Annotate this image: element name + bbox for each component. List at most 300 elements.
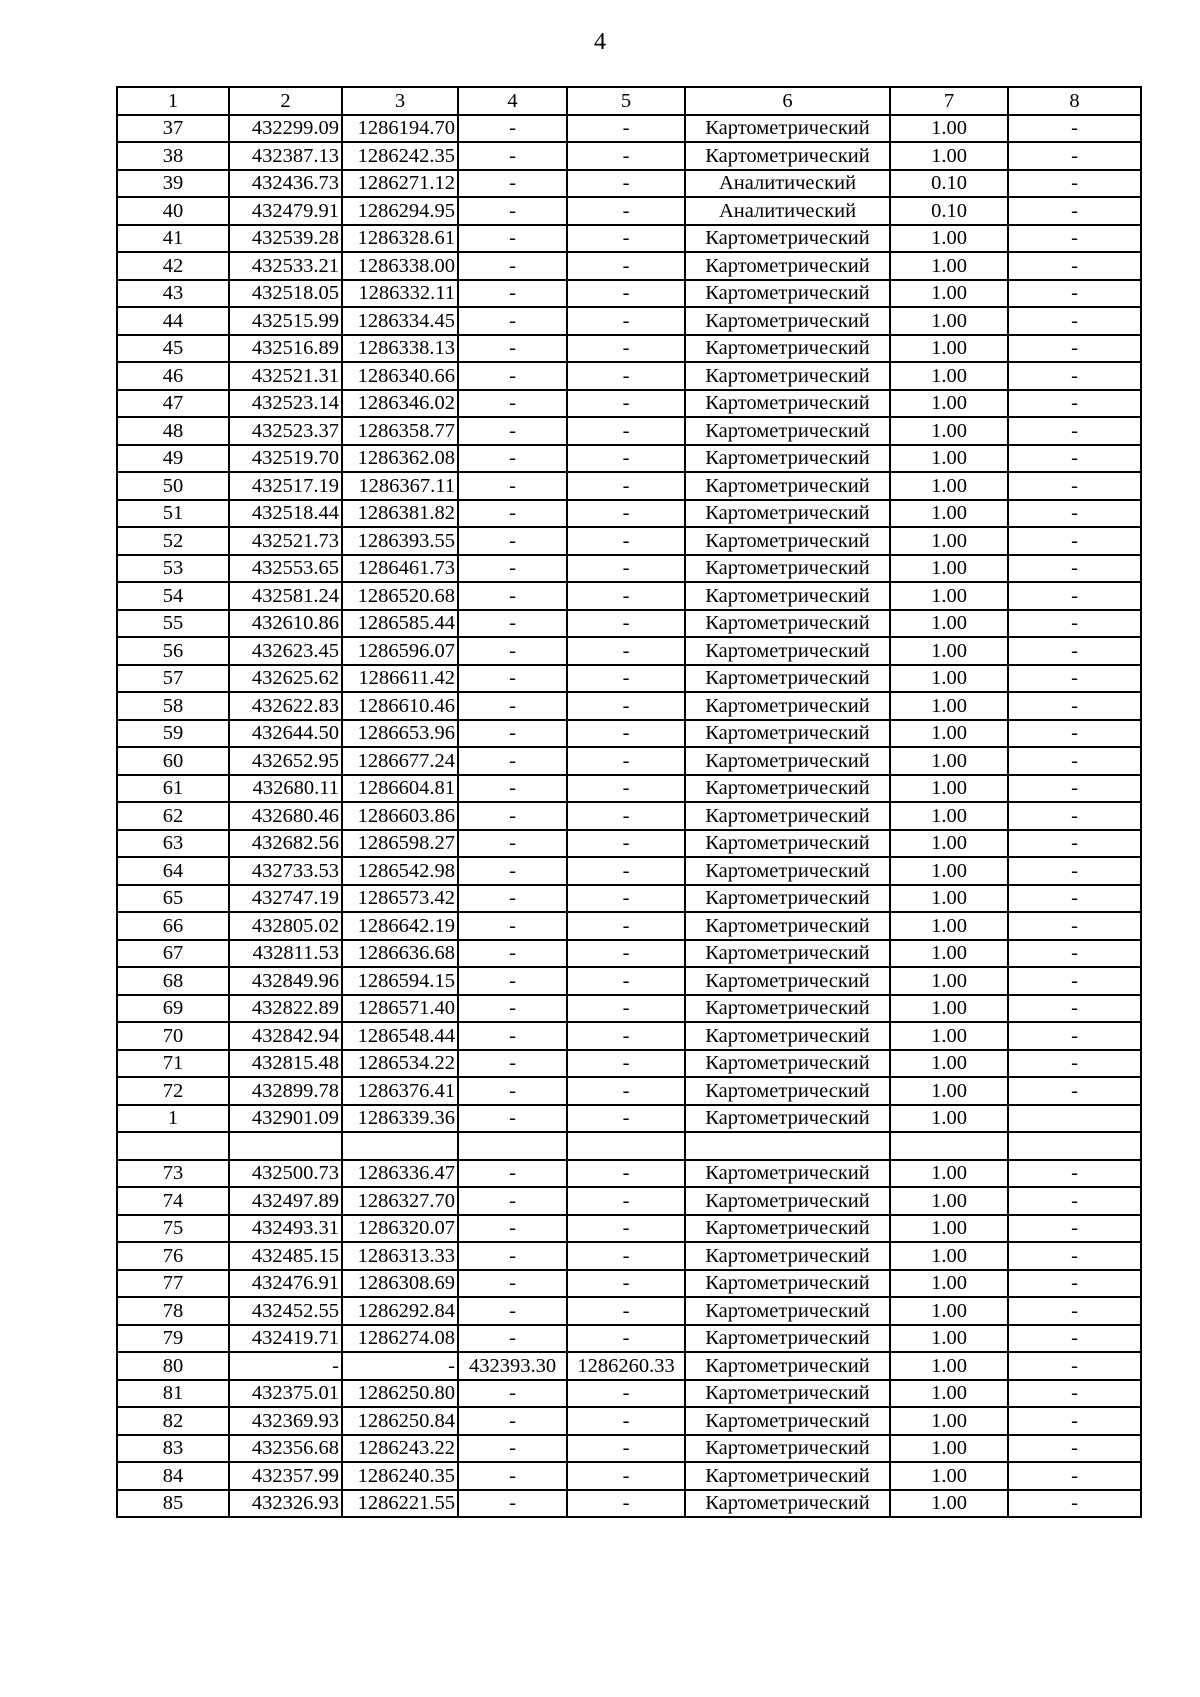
cell-coord-y: 1286250.84 xyxy=(342,1407,458,1435)
cell-note: - xyxy=(1008,637,1141,665)
cell-coord-x: 432493.31 xyxy=(229,1215,342,1243)
cell-coord-y: 1286358.77 xyxy=(342,417,458,445)
cell-coord-x-alt: - xyxy=(458,1490,567,1518)
table-header-row xyxy=(117,87,1141,115)
table-row xyxy=(117,1105,1141,1133)
cell-note xyxy=(1008,1105,1141,1133)
cell-method: Картометрический xyxy=(685,500,890,528)
cell-note: - xyxy=(1008,500,1141,528)
cell-point-number: 83 xyxy=(117,1435,229,1463)
cell-point-number: 43 xyxy=(117,280,229,308)
cell-point-number: 76 xyxy=(117,1242,229,1270)
cell-point-number: 59 xyxy=(117,720,229,748)
cell-coord-x: 432521.73 xyxy=(229,527,342,555)
cell-note: - xyxy=(1008,307,1141,335)
cell-coord-x-alt: - xyxy=(458,692,567,720)
cell-accuracy: 1.00 xyxy=(890,857,1008,885)
cell-accuracy: 1.00 xyxy=(890,527,1008,555)
cell-coord-x: 432644.50 xyxy=(229,720,342,748)
cell-coord-y-alt: - xyxy=(567,775,685,803)
cell-accuracy: 1.00 xyxy=(890,802,1008,830)
cell-method: Картометрический xyxy=(685,417,890,445)
cell-method: Картометрический xyxy=(685,940,890,968)
cell-method: Картометрический xyxy=(685,555,890,583)
cell-method: Картометрический xyxy=(685,1270,890,1298)
cell-coord-y-alt xyxy=(567,1132,685,1160)
cell-coord-x-alt: - xyxy=(458,720,567,748)
cell-accuracy: 1.00 xyxy=(890,995,1008,1023)
cell-coord-y-alt: - xyxy=(567,280,685,308)
cell-coord-y-alt: - xyxy=(567,1325,685,1353)
cell-coord-y: 1286334.45 xyxy=(342,307,458,335)
cell-accuracy: 1.00 xyxy=(890,830,1008,858)
cell-coord-x-alt: - xyxy=(458,500,567,528)
cell-method: Картометрический xyxy=(685,692,890,720)
coordinates-table xyxy=(116,86,1142,1518)
cell-point-number: 66 xyxy=(117,912,229,940)
cell-accuracy: 0.10 xyxy=(890,197,1008,225)
cell-note: - xyxy=(1008,527,1141,555)
cell-coord-y-alt: - xyxy=(567,307,685,335)
cell-accuracy: 1.00 xyxy=(890,280,1008,308)
cell-accuracy: 1.00 xyxy=(890,885,1008,913)
cell-coord-x: 432625.62 xyxy=(229,665,342,693)
cell-coord-y: 1286340.66 xyxy=(342,362,458,390)
cell-method: Картометрический xyxy=(685,967,890,995)
cell-coord-y-alt: - xyxy=(567,1077,685,1105)
cell-coord-x: 432375.01 xyxy=(229,1380,342,1408)
cell-coord-x-alt: - xyxy=(458,417,567,445)
cell-note: - xyxy=(1008,1050,1141,1078)
cell-accuracy: 1.00 xyxy=(890,940,1008,968)
cell-point-number: 55 xyxy=(117,610,229,638)
cell-accuracy: 1.00 xyxy=(890,115,1008,143)
cell-coord-x: 432815.48 xyxy=(229,1050,342,1078)
cell-point-number xyxy=(117,1132,229,1160)
cell-note xyxy=(1008,1132,1141,1160)
cell-coord-y-alt: - xyxy=(567,1270,685,1298)
table-row xyxy=(117,445,1141,473)
table-row xyxy=(117,472,1141,500)
cell-coord-y-alt: - xyxy=(567,390,685,418)
cell-accuracy: 1.00 xyxy=(890,417,1008,445)
cell-coord-x: 432822.89 xyxy=(229,995,342,1023)
cell-coord-x-alt: - xyxy=(458,280,567,308)
cell-coord-y: 1286308.69 xyxy=(342,1270,458,1298)
cell-coord-y-alt: - xyxy=(567,335,685,363)
cell-coord-y-alt: - xyxy=(567,967,685,995)
cell-coord-x: 432515.99 xyxy=(229,307,342,335)
cell-coord-y-alt: - xyxy=(567,142,685,170)
cell-coord-x: 432901.09 xyxy=(229,1105,342,1133)
cell-point-number: 60 xyxy=(117,747,229,775)
cell-coord-y: 1286338.00 xyxy=(342,252,458,280)
cell-coord-x-alt: - xyxy=(458,1380,567,1408)
table-row xyxy=(117,1380,1141,1408)
cell-method: Картометрический xyxy=(685,857,890,885)
cell-coord-y: 1286313.33 xyxy=(342,1242,458,1270)
cell-method: Картометрический xyxy=(685,747,890,775)
cell-coord-x-alt: - xyxy=(458,610,567,638)
cell-coord-x: 432436.73 xyxy=(229,170,342,198)
cell-method: Картометрический xyxy=(685,1435,890,1463)
cell-point-number: 53 xyxy=(117,555,229,583)
cell-note: - xyxy=(1008,1215,1141,1243)
cell-coord-y-alt: - xyxy=(567,417,685,445)
table-row xyxy=(117,1407,1141,1435)
cell-note: - xyxy=(1008,555,1141,583)
cell-note: - xyxy=(1008,995,1141,1023)
cell-coord-x: 432299.09 xyxy=(229,115,342,143)
cell-coord-x-alt: - xyxy=(458,967,567,995)
cell-coord-x-alt: - xyxy=(458,225,567,253)
cell-method: Картометрический xyxy=(685,307,890,335)
cell-coord-y: 1286243.22 xyxy=(342,1435,458,1463)
header-cell-coord-x-alt: 4 xyxy=(458,87,567,115)
cell-method xyxy=(685,1132,890,1160)
cell-point-number: 61 xyxy=(117,775,229,803)
cell-note: - xyxy=(1008,390,1141,418)
cell-note: - xyxy=(1008,830,1141,858)
cell-point-number: 80 xyxy=(117,1352,229,1380)
cell-coord-y-alt: - xyxy=(567,500,685,528)
cell-coord-x-alt: - xyxy=(458,857,567,885)
cell-note: - xyxy=(1008,940,1141,968)
cell-point-number: 57 xyxy=(117,665,229,693)
cell-coord-x-alt: - xyxy=(458,1297,567,1325)
cell-note: - xyxy=(1008,1352,1141,1380)
cell-coord-y-alt: 1286260.33 xyxy=(567,1352,685,1380)
cell-accuracy: 1.00 xyxy=(890,1380,1008,1408)
cell-note: - xyxy=(1008,885,1141,913)
cell-note: - xyxy=(1008,747,1141,775)
cell-method: Картометрический xyxy=(685,1242,890,1270)
cell-accuracy: 1.00 xyxy=(890,500,1008,528)
cell-coord-y: 1286294.95 xyxy=(342,197,458,225)
cell-coord-y: 1286596.07 xyxy=(342,637,458,665)
cell-coord-x-alt: - xyxy=(458,885,567,913)
cell-coord-y-alt: - xyxy=(567,802,685,830)
cell-accuracy: 1.00 xyxy=(890,1490,1008,1518)
cell-accuracy: 1.00 xyxy=(890,142,1008,170)
cell-point-number: 48 xyxy=(117,417,229,445)
cell-accuracy: 1.00 xyxy=(890,1270,1008,1298)
cell-note: - xyxy=(1008,610,1141,638)
cell-coord-y-alt: - xyxy=(567,885,685,913)
cell-coord-x: 432519.70 xyxy=(229,445,342,473)
header-cell-coord-y: 3 xyxy=(342,87,458,115)
cell-coord-x: 432680.46 xyxy=(229,802,342,830)
cell-note: - xyxy=(1008,170,1141,198)
cell-accuracy: 1.00 xyxy=(890,390,1008,418)
cell-point-number: 77 xyxy=(117,1270,229,1298)
cell-coord-x-alt xyxy=(458,1132,567,1160)
table-row xyxy=(117,830,1141,858)
cell-coord-x: 432518.05 xyxy=(229,280,342,308)
cell-note: - xyxy=(1008,1435,1141,1463)
cell-coord-y-alt: - xyxy=(567,857,685,885)
cell-coord-x-alt: - xyxy=(458,1462,567,1490)
cell-coord-y-alt: - xyxy=(567,527,685,555)
cell-method: Картометрический xyxy=(685,1215,890,1243)
cell-coord-x: 432553.65 xyxy=(229,555,342,583)
header-cell-method: 6 xyxy=(685,87,890,115)
cell-coord-x: 432521.31 xyxy=(229,362,342,390)
cell-coord-y-alt: - xyxy=(567,1380,685,1408)
cell-coord-x-alt: - xyxy=(458,555,567,583)
cell-point-number: 79 xyxy=(117,1325,229,1353)
cell-method: Картометрический xyxy=(685,335,890,363)
cell-point-number: 64 xyxy=(117,857,229,885)
cell-coord-x-alt: - xyxy=(458,115,567,143)
cell-coord-y-alt: - xyxy=(567,115,685,143)
cell-coord-y-alt: - xyxy=(567,252,685,280)
cell-method: Картометрический xyxy=(685,280,890,308)
cell-coord-x: 432899.78 xyxy=(229,1077,342,1105)
cell-coord-x: 432652.95 xyxy=(229,747,342,775)
cell-coord-x-alt: - xyxy=(458,197,567,225)
cell-accuracy: 1.00 xyxy=(890,1215,1008,1243)
cell-point-number: 84 xyxy=(117,1462,229,1490)
cell-coord-y: 1286362.08 xyxy=(342,445,458,473)
cell-note: - xyxy=(1008,1270,1141,1298)
cell-point-number: 52 xyxy=(117,527,229,555)
cell-point-number: 45 xyxy=(117,335,229,363)
cell-method: Картометрический xyxy=(685,830,890,858)
cell-method: Картометрический xyxy=(685,1022,890,1050)
cell-method: Картометрический xyxy=(685,995,890,1023)
cell-coord-y: 1286594.15 xyxy=(342,967,458,995)
cell-point-number: 78 xyxy=(117,1297,229,1325)
cell-accuracy: 1.00 xyxy=(890,582,1008,610)
cell-coord-y: 1286328.61 xyxy=(342,225,458,253)
cell-coord-x: 432747.19 xyxy=(229,885,342,913)
table-row xyxy=(117,527,1141,555)
cell-method: Картометрический xyxy=(685,1105,890,1133)
table-row xyxy=(117,1022,1141,1050)
cell-coord-x-alt: - xyxy=(458,1325,567,1353)
table-row xyxy=(117,1462,1141,1490)
cell-method: Картометрический xyxy=(685,665,890,693)
cell-coord-x: 432581.24 xyxy=(229,582,342,610)
cell-coord-x: 432500.73 xyxy=(229,1160,342,1188)
table-row xyxy=(117,775,1141,803)
cell-method: Картометрический xyxy=(685,720,890,748)
table-row xyxy=(117,720,1141,748)
cell-coord-x: 432733.53 xyxy=(229,857,342,885)
cell-coord-x-alt: - xyxy=(458,747,567,775)
cell-point-number: 54 xyxy=(117,582,229,610)
cell-method: Картометрический xyxy=(685,775,890,803)
cell-coord-x: 432518.44 xyxy=(229,500,342,528)
cell-point-number: 46 xyxy=(117,362,229,390)
table-row xyxy=(117,802,1141,830)
cell-accuracy xyxy=(890,1132,1008,1160)
page-number: 4 xyxy=(594,29,606,55)
cell-note: - xyxy=(1008,1242,1141,1270)
cell-coord-y: 1286598.27 xyxy=(342,830,458,858)
cell-coord-x-alt: - xyxy=(458,995,567,1023)
cell-coord-x-alt: 432393.30 xyxy=(458,1352,567,1380)
cell-coord-x-alt: - xyxy=(458,335,567,363)
cell-coord-x: 432419.71 xyxy=(229,1325,342,1353)
cell-note: - xyxy=(1008,912,1141,940)
cell-coord-y: 1286338.13 xyxy=(342,335,458,363)
cell-coord-y: 1286603.86 xyxy=(342,802,458,830)
cell-coord-x-alt: - xyxy=(458,1407,567,1435)
cell-accuracy: 1.00 xyxy=(890,967,1008,995)
cell-coord-y: 1286653.96 xyxy=(342,720,458,748)
cell-coord-y: 1286571.40 xyxy=(342,995,458,1023)
cell-accuracy: 1.00 xyxy=(890,665,1008,693)
cell-coord-y: 1286320.07 xyxy=(342,1215,458,1243)
cell-coord-x-alt: - xyxy=(458,142,567,170)
cell-coord-y-alt: - xyxy=(567,362,685,390)
header-cell-point-number: 1 xyxy=(117,87,229,115)
cell-method: Картометрический xyxy=(685,912,890,940)
cell-point-number: 39 xyxy=(117,170,229,198)
cell-accuracy: 1.00 xyxy=(890,362,1008,390)
header-cell-coord-y-alt: 5 xyxy=(567,87,685,115)
cell-note: - xyxy=(1008,225,1141,253)
cell-coord-x-alt: - xyxy=(458,472,567,500)
table-row xyxy=(117,747,1141,775)
cell-coord-x: 432523.14 xyxy=(229,390,342,418)
cell-method: Картометрический xyxy=(685,1077,890,1105)
cell-method: Картометрический xyxy=(685,1380,890,1408)
cell-coord-y: 1286346.02 xyxy=(342,390,458,418)
cell-coord-y-alt: - xyxy=(567,1435,685,1463)
table-row xyxy=(117,885,1141,913)
cell-coord-x-alt: - xyxy=(458,940,567,968)
cell-coord-y: 1286604.81 xyxy=(342,775,458,803)
cell-coord-y: 1286336.47 xyxy=(342,1160,458,1188)
cell-method: Картометрический xyxy=(685,390,890,418)
cell-point-number: 73 xyxy=(117,1160,229,1188)
cell-method: Картометрический xyxy=(685,362,890,390)
cell-point-number: 85 xyxy=(117,1490,229,1518)
cell-coord-y: 1286250.80 xyxy=(342,1380,458,1408)
cell-coord-y-alt: - xyxy=(567,1022,685,1050)
cell-coord-x: 432517.19 xyxy=(229,472,342,500)
cell-accuracy: 1.00 xyxy=(890,1187,1008,1215)
cell-note: - xyxy=(1008,417,1141,445)
cell-coord-x: 432476.91 xyxy=(229,1270,342,1298)
cell-coord-y-alt: - xyxy=(567,1297,685,1325)
cell-coord-x-alt: - xyxy=(458,1435,567,1463)
cell-point-number: 67 xyxy=(117,940,229,968)
cell-coord-y-alt: - xyxy=(567,1105,685,1133)
table-row xyxy=(117,417,1141,445)
cell-coord-x-alt: - xyxy=(458,1215,567,1243)
cell-point-number: 44 xyxy=(117,307,229,335)
cell-coord-y: 1286636.68 xyxy=(342,940,458,968)
cell-point-number: 63 xyxy=(117,830,229,858)
table-row xyxy=(117,1242,1141,1270)
cell-coord-y-alt: - xyxy=(567,1242,685,1270)
table-row xyxy=(117,555,1141,583)
cell-coord-y-alt: - xyxy=(567,940,685,968)
cell-note: - xyxy=(1008,1187,1141,1215)
cell-accuracy: 1.00 xyxy=(890,1435,1008,1463)
cell-coord-x: 432622.83 xyxy=(229,692,342,720)
cell-note: - xyxy=(1008,362,1141,390)
cell-note: - xyxy=(1008,1490,1141,1518)
table-row xyxy=(117,335,1141,363)
cell-coord-y: 1286642.19 xyxy=(342,912,458,940)
table-row xyxy=(117,252,1141,280)
cell-accuracy: 1.00 xyxy=(890,1462,1008,1490)
cell-coord-x: 432680.11 xyxy=(229,775,342,803)
cell-coord-y-alt: - xyxy=(567,1462,685,1490)
cell-coord-y: 1286611.42 xyxy=(342,665,458,693)
cell-point-number: 82 xyxy=(117,1407,229,1435)
cell-method: Картометрический xyxy=(685,802,890,830)
table-row xyxy=(117,995,1141,1023)
cell-method: Картометрический xyxy=(685,1407,890,1435)
table-row xyxy=(117,1270,1141,1298)
cell-point-number: 69 xyxy=(117,995,229,1023)
cell-coord-x-alt: - xyxy=(458,1022,567,1050)
cell-point-number: 68 xyxy=(117,967,229,995)
cell-point-number: 72 xyxy=(117,1077,229,1105)
cell-accuracy: 1.00 xyxy=(890,692,1008,720)
cell-coord-x-alt: - xyxy=(458,1242,567,1270)
cell-coord-y-alt: - xyxy=(567,830,685,858)
cell-coord-y: 1286332.11 xyxy=(342,280,458,308)
header-cell-note: 8 xyxy=(1008,87,1141,115)
cell-coord-y: 1286461.73 xyxy=(342,555,458,583)
cell-note: - xyxy=(1008,1462,1141,1490)
cell-point-number: 74 xyxy=(117,1187,229,1215)
cell-coord-x: 432485.15 xyxy=(229,1242,342,1270)
cell-coord-y-alt: - xyxy=(567,692,685,720)
cell-coord-x: - xyxy=(229,1352,342,1380)
cell-method: Картометрический xyxy=(685,637,890,665)
cell-method: Аналитический xyxy=(685,197,890,225)
cell-coord-y: 1286520.68 xyxy=(342,582,458,610)
cell-note: - xyxy=(1008,967,1141,995)
table-row xyxy=(117,610,1141,638)
cell-coord-x-alt: - xyxy=(458,307,567,335)
cell-coord-y-alt: - xyxy=(567,912,685,940)
cell-note: - xyxy=(1008,802,1141,830)
cell-point-number: 70 xyxy=(117,1022,229,1050)
cell-method: Картометрический xyxy=(685,142,890,170)
cell-coord-y: 1286292.84 xyxy=(342,1297,458,1325)
cell-accuracy: 1.00 xyxy=(890,1050,1008,1078)
cell-method: Картометрический xyxy=(685,225,890,253)
cell-coord-y: 1286194.70 xyxy=(342,115,458,143)
cell-method: Картометрический xyxy=(685,582,890,610)
cell-coord-y: 1286339.36 xyxy=(342,1105,458,1133)
cell-coord-y-alt: - xyxy=(567,1215,685,1243)
cell-note: - xyxy=(1008,692,1141,720)
cell-point-number: 81 xyxy=(117,1380,229,1408)
table-row xyxy=(117,1435,1141,1463)
cell-coord-x: 432805.02 xyxy=(229,912,342,940)
cell-note: - xyxy=(1008,115,1141,143)
table-body xyxy=(117,87,1141,1517)
table-row xyxy=(117,1352,1141,1380)
cell-point-number: 51 xyxy=(117,500,229,528)
cell-method: Картометрический xyxy=(685,1352,890,1380)
cell-note: - xyxy=(1008,665,1141,693)
cell-coord-x: 432357.99 xyxy=(229,1462,342,1490)
cell-accuracy: 1.00 xyxy=(890,1297,1008,1325)
cell-coord-y-alt: - xyxy=(567,1407,685,1435)
cell-coord-y-alt: - xyxy=(567,445,685,473)
